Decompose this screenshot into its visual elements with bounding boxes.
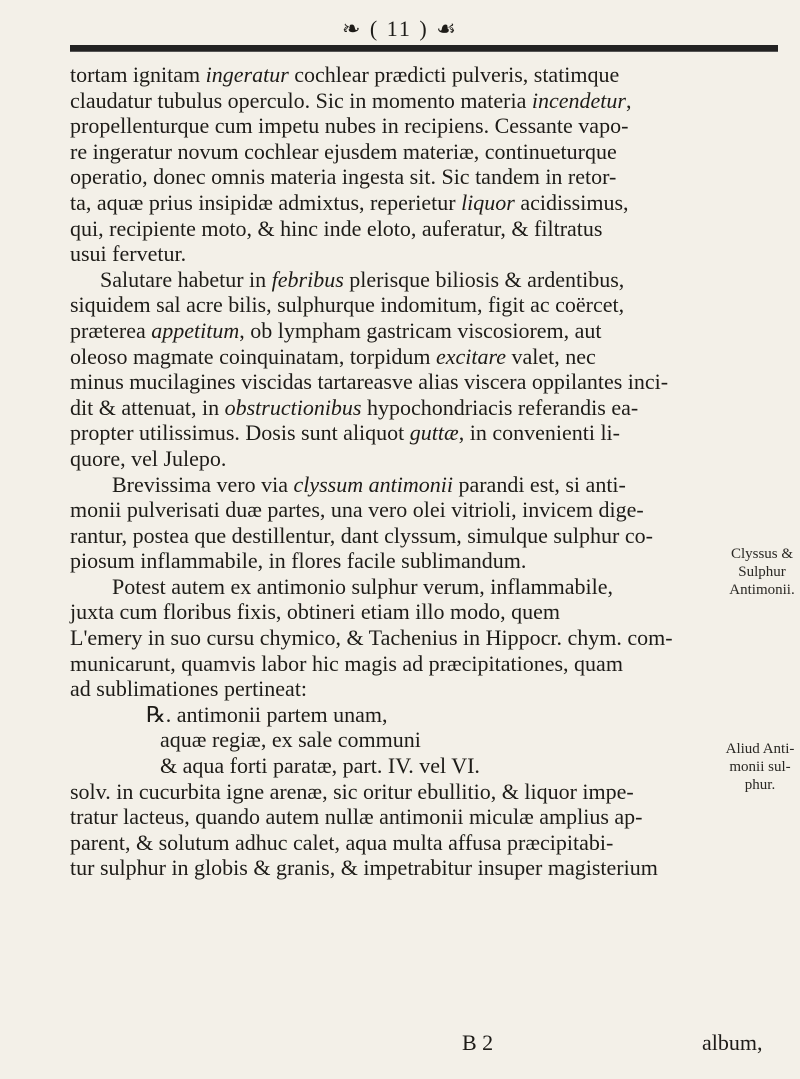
- signature-mark: B 2: [462, 1030, 494, 1055]
- ornament-left: ❧: [341, 16, 363, 41]
- running-header: [0, 16, 800, 42]
- page-number: ( 11 ): [369, 16, 429, 41]
- text-line: Potest autem ex antimonio sulphur verum, inflammabile,: [112, 573, 614, 599]
- text-line: Salutare habetur in febribus plerisque biliosis & ardentibus,: [100, 266, 625, 292]
- text-line: propellenturque cum impetu nubes in recipiens. Cessante vapo-: [70, 113, 629, 139]
- text-line: piosum inflammabile, in flores facile sublimandum.: [70, 548, 527, 574]
- text-line: ℞. antimonii partem unam,: [146, 701, 388, 727]
- text-line: usui fervetur.: [70, 241, 187, 267]
- text-line: aquæ regiæ, ex sale communi: [160, 727, 421, 753]
- text-line: tortam ignitam ingeratur cochlear prædicti pulveris, statimque: [70, 62, 620, 87]
- ornament-right: ☙: [436, 16, 458, 41]
- text-line: siquidem sal acre bilis, sulphurque indomitum, figit ac coërcet,: [70, 292, 625, 318]
- text-line: re ingeratur novum cochlear ejusdem materiæ, continueturque: [70, 138, 617, 164]
- text-line: monii pulverisati duæ partes, una vero olei vitrioli, invicem dige-: [70, 497, 644, 523]
- text-line: L'emery in suo cursu chymico, & Tachenius in Hippocr. chym. com-: [70, 625, 673, 651]
- text-line: municarunt, quamvis labor hic magis ad præcipitationes, quam: [70, 650, 623, 676]
- text-line: propter utilissimus. Dosis sunt aliquot guttæ, in convenienti li-: [70, 420, 620, 446]
- text-line: tur sulphur in globis & granis, & impetrabitur insuper magisterium: [70, 855, 658, 881]
- text-line: juxta cum floribus fixis, obtineri etiam illo modo, quem: [70, 599, 561, 625]
- text-line: solv. in cucurbita igne arenæ, sic oritur ebullitio, & liquor impe-: [70, 778, 634, 804]
- header-rule: [70, 45, 778, 52]
- text-line: tratur lacteus, quando autem nullæ antimonii miculæ amplius ap-: [70, 804, 643, 830]
- text-line: ad sublimationes pertineat:: [70, 676, 308, 702]
- text-line: parent, & solutum adhuc calet, aqua multa affusa præcipitabi-: [70, 829, 614, 855]
- text-line: præterea appetitum, ob lympham gastricam viscosiorem, aut: [70, 317, 602, 343]
- margin-note-clyssus: Clyssus & Sulphur Antimonii.: [729, 546, 795, 598]
- text-line: oleoso magmate coinquinatam, torpidum excitare valet, nec: [70, 343, 596, 369]
- margin-note-aliud: Aliud Anti-monii sul-phur.: [725, 741, 795, 793]
- text-line: qui, recipiente moto, & hinc inde eloto, auferatur, & filtratus: [70, 215, 603, 241]
- text-line: & aqua forti paratæ, part. IV. vel VI.: [160, 753, 480, 779]
- text-line: ta, aquæ prius insipidæ admixtus, reperietur liquor acidissimus,: [70, 189, 629, 215]
- text-line: operatio, donec omnis materia ingesta sit. Sic tandem in retor-: [70, 164, 617, 190]
- catchword: album,: [702, 1030, 763, 1055]
- text-line: rantur, postea que destillentur, dant clyssum, simulque sulphur co-: [70, 522, 653, 548]
- text-line: minus mucilagines viscidas tartareasve alias viscera oppilantes inci-: [70, 369, 669, 395]
- text-line: quore, vel Julepo.: [70, 445, 227, 471]
- text-line: claudatur tubulus operculo. Sic in momento materia incendetur,: [70, 87, 632, 113]
- body-text: [70, 62, 782, 881]
- text-line: Brevissima vero via clyssum antimonii parandi est, si anti-: [112, 471, 626, 497]
- text-line: dit & attenuat, in obstructionibus hypochondriacis referandis ea-: [70, 394, 639, 420]
